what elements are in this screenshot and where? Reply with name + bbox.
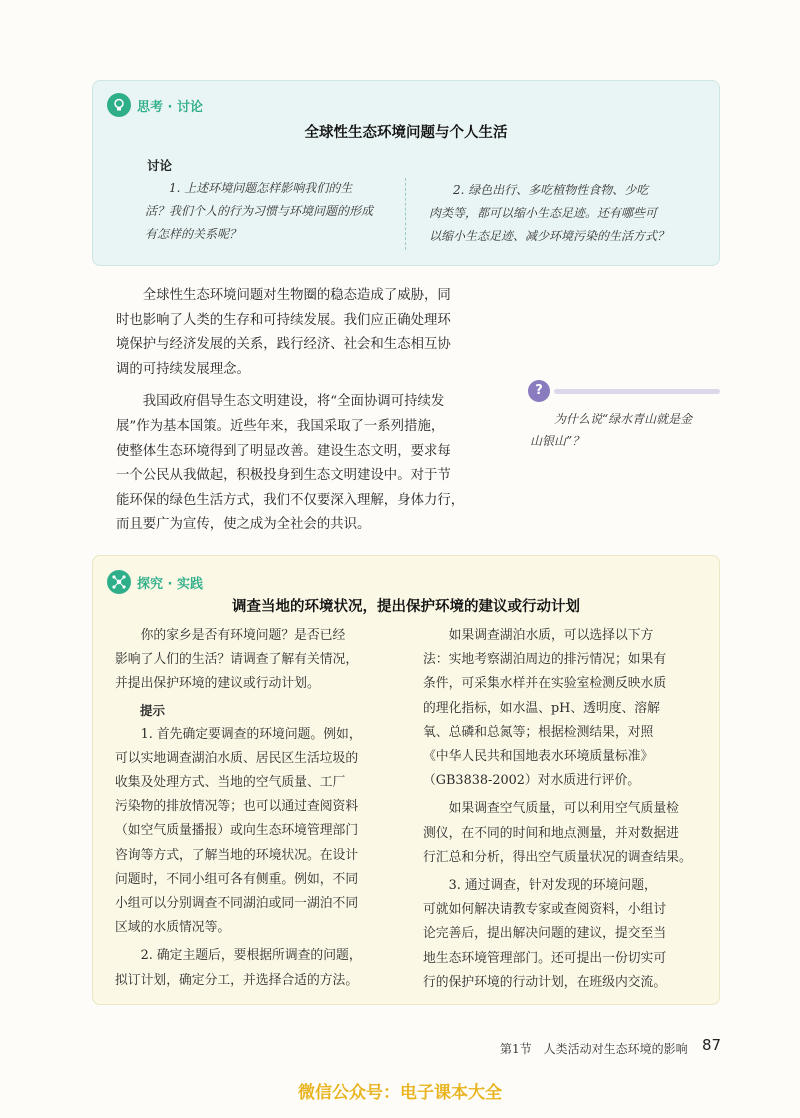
- text-line: 拟订计划，确定分工，并选择合适的方法。: [115, 972, 359, 988]
- text-line: 氧、总磷和总氮等；根据检测结果，对照: [423, 724, 654, 740]
- text-line: 小组可以分别调查不同湖泊或同一湖泊不同: [115, 896, 359, 912]
- text-line: 影响了人们的生活？请调查了解有关情况，: [115, 652, 359, 668]
- q1-line: 1. 上述环境问题怎样影响我们的生: [169, 181, 353, 195]
- paragraph-2: [116, 390, 494, 415]
- footer-section-title: 第1节 人类活动对生态环境的影响: [500, 1042, 688, 1056]
- text-line: 区域的水质情况等。: [115, 920, 231, 936]
- text-line: 咨询等方式，了解当地的环境状况。在设计: [115, 847, 359, 863]
- discussion-heading: 讨论: [147, 158, 173, 173]
- discussion-question-2: [429, 179, 714, 248]
- text-line: 法：实地考察湖泊周边的排污情况；如果有: [423, 652, 667, 668]
- text-line: 测仪，在不同的时间和地点测量，并对数据进: [423, 825, 679, 841]
- think-discussion-box: [92, 80, 720, 266]
- explore-badge: [107, 570, 203, 594]
- text-line: （GB3838-2002）对水质进行评价。: [423, 773, 641, 789]
- explore-box-title: 调查当地的环境状况，提出保护环境的建议或行动计划: [232, 599, 580, 615]
- watermark-text: 微信公众号：电子课本大全: [298, 1083, 502, 1103]
- text-line: 如果调查湖泊水质，可以选择以下方: [448, 628, 654, 643]
- explore-left-column: [115, 624, 400, 993]
- text-line: 境保护与经济发展的关系，践行经济、社会和生态相互协: [116, 337, 451, 353]
- text-line: 行汇总和分析，得出空气质量状况的调查结果。: [423, 849, 692, 865]
- paragraph-1: [116, 284, 494, 309]
- side-note-line: 为什么说“绿水青山就是金: [554, 412, 693, 426]
- text-line: 可就如何解决请教专家或查阅资料，小组讨: [423, 902, 667, 918]
- q1-line: 有怎样的关系呢？: [145, 227, 242, 241]
- text-line: 条件，可采集水样并在实验室检测反映水质: [423, 676, 667, 692]
- think-box-title: 全球性生态环境问题与个人生活: [304, 125, 508, 141]
- text-line: 论完善后，提出解决问题的建议，提交至当: [423, 926, 667, 942]
- text-line: （如空气质量播报）或向生态环境管理部门: [115, 823, 359, 839]
- text-line: 而且要广为宣传，使之成为全社会的共识。: [116, 517, 371, 533]
- text-line: 你的家乡是否有环境问题？是否已经: [140, 628, 346, 643]
- q1-line: 活？我们个人的行为习惯与环境问题的形成: [145, 204, 374, 218]
- tip-2: [115, 944, 400, 968]
- text-line: 一个公民从我做起，积极投身到生态文明建设中。对于节: [116, 468, 451, 484]
- step-3-paragraph: [423, 874, 708, 898]
- explore-badge-label: 探究 · 实践: [137, 576, 203, 592]
- text-line: 3. 通过调查，针对发现的环境问题，: [448, 878, 657, 894]
- text-line: 能环保的绿色生活方式，我们不仅要深入理解，身体力行，: [116, 492, 465, 508]
- think-badge: [107, 93, 203, 117]
- question-icon: ?: [528, 380, 550, 402]
- text-line: 全球性生态环境问题对生物圈的稳态造成了威胁，同: [142, 288, 451, 303]
- tip-1: [115, 723, 400, 747]
- text-line: 地生态环境管理部门。还可提出一份切实可: [423, 950, 667, 966]
- explore-right-column: [423, 624, 708, 995]
- water-quality-paragraph: [423, 624, 708, 648]
- main-body-text: [116, 284, 494, 538]
- text-line: 可以实地调查湖泊水质、居民区生活垃圾的: [115, 750, 359, 766]
- text-line: 2. 确定主题后，要根据所调查的问题，: [140, 948, 362, 964]
- side-note-text: [530, 408, 726, 452]
- text-line: 我国政府倡导生态文明建设，将“全面协调可持续发: [142, 394, 445, 410]
- discussion-divider: [405, 178, 406, 250]
- explore-practice-box: [92, 555, 720, 1005]
- text-line: 展”作为基本国策。近些年来，我国采取了一系列措施，: [116, 418, 445, 434]
- text-line: 问题时，不同小组可各有侧重。例如，不同: [115, 871, 359, 887]
- text-line: 污染物的排放情况等；也可以通过查阅资料: [115, 799, 359, 815]
- q2-line: 以缩小生态足迹、减少环境污染的生活方式？: [429, 229, 670, 243]
- text-line: 使整体生态环境得到了明显改善。建设生态文明，要求每: [116, 443, 451, 459]
- text-line: 1. 首先确定要调查的环境问题。例如，: [140, 726, 362, 742]
- intro-paragraph: [115, 624, 400, 648]
- text-line: 收集及处理方式、当地的空气质量、工厂: [115, 775, 346, 791]
- q2-line: 2. 绿色出行、多吃植物性食物、少吃: [453, 183, 649, 197]
- air-quality-paragraph: [423, 797, 708, 821]
- text-line: 时也影响了人类的生存和可持续发展。我们应正确处理环: [116, 312, 451, 328]
- lightbulb-icon: [107, 93, 131, 117]
- text-line: 如果调查空气质量，可以利用空气质量检: [448, 801, 679, 817]
- page-number: 87: [702, 1036, 722, 1054]
- molecule-icon: [107, 570, 131, 594]
- text-line: 的理化指标，如水温、pH、透明度、溶解: [423, 700, 660, 716]
- text-line: 调的可持续发展理念。: [116, 361, 250, 377]
- text-line: 《中华人民共和国地表水环境质量标准》: [423, 749, 654, 765]
- side-note-line: 山银山”？: [530, 434, 585, 448]
- tips-heading: 提示: [140, 702, 166, 718]
- side-note-bar: [554, 389, 720, 394]
- q2-line: 肉类等，都可以缩小生态足迹。还有哪些可: [429, 206, 658, 220]
- think-badge-label: 思考 · 讨论: [137, 99, 203, 115]
- discussion-question-1: [145, 177, 445, 246]
- text-line: 并提出保护环境的建议或行动计划。: [115, 676, 320, 692]
- text-line: 行的保护环境的行动计划，在班级内交流。: [423, 974, 667, 990]
